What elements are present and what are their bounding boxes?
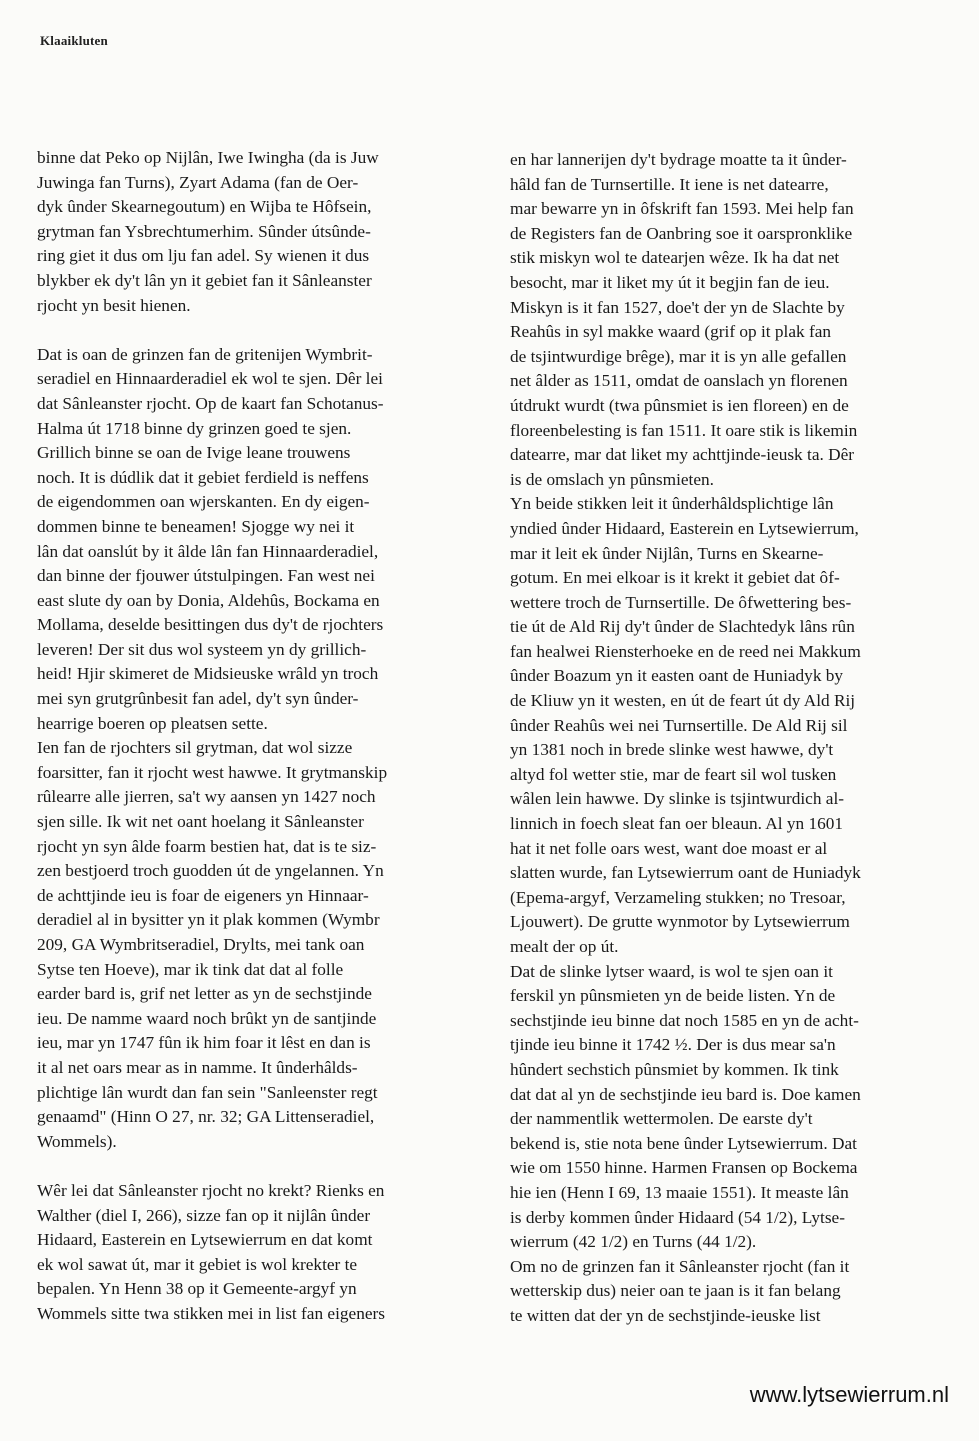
text-line: hûndert sechstich pûnsmiet by kommen. Ik tink <box>510 1059 839 1079</box>
text-line: en har lannerijen dy't bydrage moatte ta it ûnder- <box>510 150 847 169</box>
paragraph <box>37 736 482 1154</box>
text-line: Wommels sitte twa stikken mei in list fan eigeners <box>37 1303 386 1323</box>
text-line: Mollama, deselde besittingen dus dy't de rjochters <box>37 615 384 635</box>
text-line: rûlearre alle jierren, sa't wy aansen yn 1427 noch <box>37 787 376 807</box>
running-header: Klaaikluten <box>40 33 108 48</box>
text-line: de achttjinde ieu is foar de eigeners yn Hinnaar- <box>37 885 369 905</box>
text-line: hâld fan de Turnsertille. It iene is net datearre, <box>510 174 829 194</box>
text-line: de Kliuw yn it westen, en út de feart út dy Ald Rij <box>510 691 856 711</box>
text-line: stik miskyn wol te datearjen wêze. Ik ha dat net <box>510 248 840 268</box>
text-line: hat it net folle oars west, want doe moast er al <box>510 838 828 858</box>
text-line: mar bewarre yn in ôfskrift fan 1593. Mei help fan <box>510 199 854 219</box>
text-line: lân dat oanslút by it âlde lân fan Hinnaarderadiel, <box>37 541 379 561</box>
text-line: is de omslach yn pûnsmieten. <box>510 469 714 489</box>
text-line: ring giet it dus om lju fan adel. Sy wienen it dus <box>37 246 370 266</box>
text-line: wetterskip dus) neier oan te jaan is it fan belang <box>510 1281 841 1301</box>
text-line: mar it leit ek ûnder Nijlân, Turns en Skearne- <box>510 543 824 563</box>
text-line: ieu. De namme waard noch brûkt yn de santjinde <box>37 1008 377 1028</box>
text-line: rjocht yn syn âlde foarm bestien hat, dat is te siz- <box>37 836 377 856</box>
text-line: Dat de slinke lytser waard, is wol te sjen oan it <box>510 961 833 981</box>
paragraph <box>37 146 482 318</box>
text-line: yndied ûnder Hidaard, Easterein en Lytsewierrum, <box>510 518 859 538</box>
text-line: mealt der op út. <box>510 937 619 956</box>
text-line: heid! Hjir skimeret de Midsieuske wrâld yn troch <box>37 664 379 684</box>
text-line: te witten dat der yn de sechstjinde-ieuske list <box>510 1305 821 1325</box>
text-line: is derby kommen ûnder Hidaard (54 1/2), Lytse- <box>510 1207 845 1227</box>
text-line: Ien fan de rjochters sil grytman, dat wol sizze <box>37 738 353 758</box>
text-line: Wommels). <box>37 1131 117 1151</box>
text-line: Ljouwert). De grutte wynmotor by Lytsewierrum <box>510 912 850 932</box>
text-line: mei syn grutgrûnbesit fan adel, dy't syn ûnder- <box>37 689 359 709</box>
text-line: hearrige boeren op pleatsen sette. <box>37 713 268 733</box>
text-line: tjinde ieu binne it 1742 ½. Der is dus mear sa'n <box>510 1035 836 1055</box>
text-line: noch. It is dúdlik dat it gebiet ferdield is neffens <box>37 467 369 487</box>
text-line: wettere troch de Turnsertille. De ôfwettering bes- <box>510 592 852 612</box>
text-line: besocht, mar it liket my út it begjin fan de ieu. <box>510 272 830 292</box>
text-line: bekend is, stie nota bene ûnder Lytsewierrum. Dat <box>510 1133 857 1153</box>
website-url: www.lytsewierrum.nl <box>749 1382 949 1407</box>
left-column <box>37 146 482 1327</box>
text-line: dat dat al yn de sechstjinde ieu bard is. Doe kamen <box>510 1084 861 1104</box>
text-line: genaamd" (Hinn O 27, nr. 32; GA Littenseradiel, <box>37 1107 375 1127</box>
text-line: slatten wurde, fan Lytsewierrum oant de Huniadyk <box>510 863 861 883</box>
paragraph <box>510 492 940 959</box>
paragraph <box>37 343 482 737</box>
text-line: grytman fan Ysbrechtumerhim. Sûnder útsûnde- <box>37 221 371 241</box>
text-line: seradiel en Hinnaarderadiel ek wol te sjen. Dêr lei <box>37 369 383 389</box>
text-line: rjocht yn besit hienen. <box>37 295 191 315</box>
text-line: east slute dy oan by Donia, Aldehûs, Bockama en <box>37 590 380 610</box>
text-line: der nammentlik wettermolen. De earste dy't <box>510 1109 813 1129</box>
text-line: blykber ek dy't lân yn it gebiet fan it Sânleanster <box>37 270 372 290</box>
text-line: Reahûs in syl makke waard (grif op it plak fan <box>510 322 832 342</box>
text-line: wie om 1550 hinne. Harmen Fransen op Bockema <box>510 1158 858 1178</box>
text-line: Yn beide stikken leit it ûnderhâldsplichtige lân <box>510 494 834 514</box>
text-line: bepalen. Yn Henn 38 op it Gemeente-argyf yn <box>37 1279 357 1299</box>
text-line: foarsitter, fan it rjocht west hawwe. It grytmanskip <box>37 762 388 782</box>
text-line: linnich in foech sleat fan oer bleaun. Al yn 1601 <box>510 814 844 834</box>
text-line: Dat is oan de grinzen fan de gritenijen Wymbrit- <box>37 344 373 364</box>
text-line: it al net oars mear as in namme. It ûnderhâlds- <box>37 1057 358 1077</box>
text-line: dan binne der fjouwer útstulpingen. Fan west nei <box>37 566 375 586</box>
text-line: net âlder as 1511, omdat de oanslach yn florenen <box>510 371 848 391</box>
text-line: dat Sânleanster rjocht. Op de kaart fan Schotanus- <box>37 393 384 413</box>
right-column <box>510 148 940 1329</box>
text-line: tie út de Ald Rij dy't ûnder de Slachtedyk lâns rûn <box>510 617 855 637</box>
text-line: Hidaard, Easterein en Lytsewierrum en dat komt <box>37 1230 373 1250</box>
text-line: (Epema-argyf, Verzameling stukken; no Tresoar, <box>510 887 846 907</box>
text-line: Halma út 1718 binne dy grinzen goed te sjen. <box>37 418 352 438</box>
paragraph <box>510 960 940 1255</box>
text-line: fan healwei Riensterhoeke en de reed nei Makkum <box>510 641 861 661</box>
text-line: Om no de grinzen fan it Sânleanster rjocht (fan it <box>510 1256 850 1276</box>
text-line: Miskyn is it fan 1527, doe't der yn de Slachte by <box>510 297 845 317</box>
text-line: dommen binne te beneamen! Sjogge wy nei it <box>37 516 355 536</box>
text-line: ieu, mar yn 1747 fûn ik him foar it lêst en dan is <box>37 1033 371 1053</box>
text-line: earder bard is, grif net letter as yn de sechstjinde <box>37 984 372 1004</box>
text-line: útdrukt wurdt (twa pûnsmiet is ien floreen) en de <box>510 395 849 415</box>
paragraph <box>510 148 940 492</box>
text-line: wierrum (42 1/2) en Turns (44 1/2). <box>510 1232 757 1252</box>
text-line: ûnder Boazum yn it easten oant de Huniadyk by <box>510 666 844 686</box>
text-line: wâlen lein hawwe. Dy slinke is tsjintwurdich al- <box>510 789 845 809</box>
text-line: deradiel al in bysitter yn it plak kommen (Wymbr <box>37 910 380 930</box>
text-line: 209, GA Wymbritseradiel, Drylts, mei tank oan <box>37 935 365 954</box>
text-line: ferskil yn pûnsmieten yn de beide listen. Yn de <box>510 986 836 1006</box>
paragraph <box>37 1179 482 1327</box>
text-line: plichtige lân wurdt dan fan sein "Sanleenster regt <box>37 1082 378 1102</box>
text-line: de Registers fan de Oanbring soe it oarspronklike <box>510 223 853 243</box>
text-line: binne dat Peko op Nijlân, Iwe Iwingha (da is Juw <box>37 148 379 167</box>
text-line: Sytse ten Hoeve), mar ik tink dat dat al folle <box>37 959 344 979</box>
paragraph <box>510 1255 940 1329</box>
text-line: ûnder Reahûs wei nei Turnsertille. De Ald Rij sil <box>510 715 848 735</box>
text-line: sechstjinde ieu binne dat noch 1585 en yn de acht- <box>510 1010 859 1030</box>
text-line: de eigendommen oan wjerskanten. En dy eigen- <box>37 492 370 512</box>
text-line: Juwinga fan Turns), Zyart Adama (fan de Oer- <box>37 172 359 192</box>
text-line: leveren! Der sit dus wol systeem yn dy grillich- <box>37 639 367 659</box>
text-line: yn 1381 noch in brede slinke west hawwe, dy't <box>510 740 834 760</box>
text-line: Walther (diel I, 266), sizze fan op it nijlân ûnder <box>37 1205 371 1225</box>
text-line: de tsjintwurdige brêge), mar it is yn alle gefallen <box>510 346 847 366</box>
text-line: hie ien (Henn I 69, 13 maaie 1551). It measte lân <box>510 1182 849 1202</box>
text-line: Wêr lei dat Sânleanster rjocht no krekt? Rienks en <box>37 1180 385 1200</box>
text-line: ek wol sawat út, mar it gebiet is wol krekter te <box>37 1254 358 1274</box>
text-line: zen bestjoerd troch guodden út de yngelannen. Yn <box>37 861 384 881</box>
text-line: altyd fol wetter stie, mar de feart sil wol tusken <box>510 764 837 784</box>
text-line: Grillich binne se oan de Ivige leane trouwens <box>37 443 351 463</box>
text-line: dyk ûnder Skearnegoutum) en Wijba te Hôfsein, <box>37 197 372 217</box>
text-line: sjen sille. Ik wit net oant hoelang it Sânleanster <box>37 812 364 832</box>
text-line: datearre, mar dat liket my achttjinde-ieusk ta. Dêr <box>510 445 855 465</box>
text-line: floreenbelesting is fan 1511. It oare stik is likemin <box>510 420 858 440</box>
text-line: gotum. En mei elkoar is it krekt it gebiet dat ôf- <box>510 568 840 588</box>
